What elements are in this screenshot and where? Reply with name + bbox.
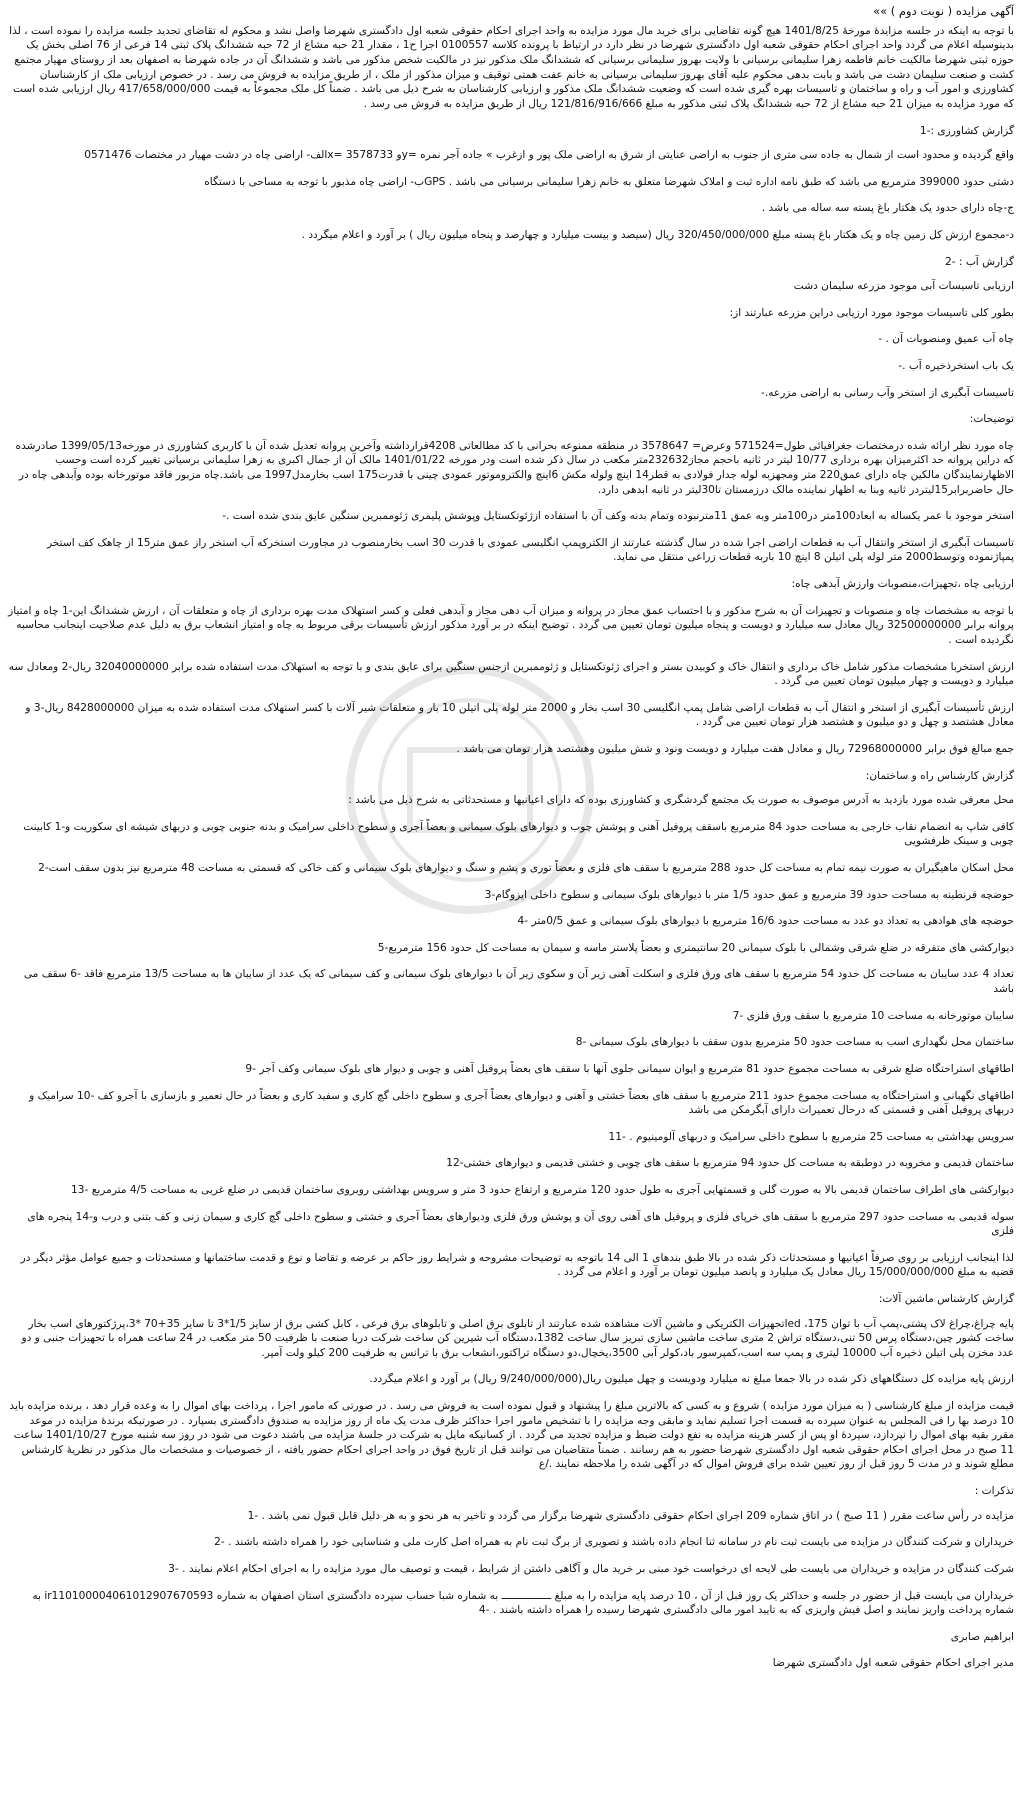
water-heading: گزارش آب : -2 [944,255,1014,268]
water-p14: جمع مبالغ فوق برابر 72968000000 ریال و معادل هفت میلیارد و دویست ونود و شش میلیون وهشتصد هزار تومان می باشد . [456,742,1014,755]
building-p13: ساختمان قدیمی و مخروبه در دوطبقه به مساحت کل حدود 94 مترمربع با سقف های چوبی و خشتی قدیمی و دیوارهای خشتی-12 [446,1157,1014,1170]
building-p11: اطاقهای نگهبانی و استراحتگاه به مساحت مجموع حدود 211 مترمربع با سقف های بعضاً خشتی و آهنی و دیوارهای بعضاً آجری و سطوح داخلی گچ کاری و سفید کاری و بعضاً در حال تعمیر و بازسازی با آجرو کف -10 سرامیک و دربهای پروفیل آهنی و قسمتی که درحال تعمیرات دارای آبگرمکن می باشد [29,1089,1014,1117]
water-p2: بطور کلی تاسیسات موجود مورد ارزیابی دراین مزرعه عبارتند از: [729,306,1014,319]
building-p16: لذا اینجانب ارزیابی بر روی صرفاً اعیانیها و مستحدثات ذکر شده در بالا طبق بندهای 1 الی 14 باتوجه به توضیحات مشروحه و شرایط روز حاکم بر عرضه و تقاضا و نوع و قدمت ساختمانها و مستحدثات و جمیع عوامل مؤثر دیگر در قضیه به مبلغ 15/000/000/000 ریال معادل یک میلیارد و پانصد میلیون تومان بر آورد و اعلام می گردد . [20,1251,1014,1279]
building-p8: سایبان موتورخانه به مساحت 10 مترمربع با سقف ورق فلزی -7 [732,1009,1014,1022]
water-p13: ارزش تأسیسات آبگیری از استخر و انتقال آب به قطعات اراضی شامل پمپ انگلیسی 30 اسب بخار و 2000 متر لوله پلی اتیلن 10 بار و متعلقات شیر آلات با کسر استهلاک مدت استفاده شده به میزان 8428000000 ریال-3 و معادل هشتصد و چهل و دو میلیون و هشتصد هزار تومان تعیین می گردد . [25,701,1014,729]
agriculture-p4: د-مجموع ارزش کل زمین چاه و یک هکتار باغ پسته مبلغ 320/450/000/000 ریال (سیصد و بیست میلیارد و چهارصد و پنجاه میلیون ریال ) بر آورد و اعلام میگردد . [301,228,1014,241]
water-p7: چاه مورد نظر ارائه شده درمختصات جغرافیائی طول=571524 وعرض= 3578647 در منطقه ممنوعه بحرانی با کد مطالعاتی 4208قرارداشته وآخرین پروانه تعدیل شده آن با کاربری کشاورزی در مورخه1399/05/13 صادرشده که دراین پروانه حد اکثرمیزان بهره برداری 10/77 لیتر در ثانیه باحجم مجاز232632متر مکعب در سال ذکر شده است ودر مورخه 1401/01/22 مالک آن از جمال اکبری به زهرا سلیمانی برسیانی تغییر کرده است وحسب الاظهارنمایندگان مالکین چاه دارای عمق220 متر ومجهزبه لوله جدار فولادی به قطر14 اینچ ولوله مکش 6اینچ والکتروموتور عمودی چینی با قدرت175 اسب بخارمدل1997 می باشد.چاه مزبور فاقد موتورخانه بوده وآبدهی چاه در حال حاضربرابر15لیتردر ثانیه وبنا به اظهار نماینده مالک درزمستان تا30لیتر در ثانیه ابدهی دارد. [15,439,1014,496]
note-item: شرکت کنندگان در مزایده و خریداران می بایست طی لایحه ای درخواست خود مبنی بر خرید مال و آگاهی داشتن از شرایط ، قیمت و توصیف مال مورد مزایده را به اجرای احکام اعلام نمایند . -3 [168,1562,1014,1575]
signature-block [8,1630,1014,1671]
building-p10: اطاقهای استراحتگاه ضلع شرقی به مساحت مجموع حدود 81 مترمربع و ایوان سیمانی جلوی آنها با سقف های بعضاً پروفیل آهنی و چوبی و دیوار های بلوک سیمانی وکف آجر -9 [245,1062,1014,1075]
notes-heading: تذکرات : [974,1485,1014,1498]
water-p8: استخر موجود با عمر یکساله به ابعاد100متر در100متر وبه عمق 11مترنبوده وتمام بدنه وکف آن با استفاده ازژئوتکستایل وپوشش پلیمری ژئوممبرین سنگین عایق بندی شده است .- [222,510,1014,523]
building-p14: دیوارکشی های اطراف ساختمان قدیمی بالا به صورت گلی و قسمتهایی آجری به طول حدود 120 مترمربع و ارتفاع حدود 3 متر و سرویس بهداشتی روبروی ساختمان قدیمی در ضلع غربی به مساحت 4/5 مترمربع -13 [71,1183,1014,1196]
agriculture-p1: واقع گردیده و محدود است از شمال به جاده سی متری از جنوب به اراضی عنایتی از شرق به اراضی ملک پور و ازغرب » جاده آجر نمره =yو 3578733 =xالف- اراضی چاه در دشت مهیار در مختصات 0571476 [84,149,1014,162]
machinery-p2: ارزش پایه مزایده کل دستگاههای ذکر شده در بالا جمعا مبلغ نه میلیارد ودویست و چهل میلیون ریال(9/240/000/000 ریال) بر آورد و اعلام میگردد. [369,1373,1014,1386]
water-p6: توضیحات: [969,413,1014,426]
notes-section [8,1484,1014,1618]
machinery-p1: پایه چراغ،چراغ لاک پشتی،پمپ آب با توان 175، ledتجهیزات الکتریکی و ماشین آلات مشاهده شده عبارتند از تابلوی برق اصلی و تابلوهای برق فرعی ، کابل کشی برق از سایز 1/5*3 تا سایز 35+70 *3،پرژکتورهای اسب بخار ساخت کشور چین،دستگاه پرس 50 تنی،دستگاه تراش 2 متری ساخت ماشین سازی تبریز سال ساخت 1382،دستگاه آب شیرین کن ساخت شرکت دریا صنعت با ظرفیت 50 متر مکعب در 24 ساعت همراه با تجهیزات جنبی و دو عدد مخزن پلی اتیلن ذخیره آب 10000 لیتری و پمپ سه اسب،کمپرسور باد،کولر آبی 3500،یخچال،دو دستگاه تراکتور،انشعاب برق با ترانس به ظرفیت 200 کیلو ولت آمپر. [21,1317,1014,1359]
agriculture-heading: گزارش کشاورزی :-1 [919,124,1014,137]
building-report [8,769,1014,1280]
building-p9: ساختمان محل نگهداری اسب به مساحت حدود 50 مترمربع بدون سقف با دیوارهای بلوک سیمانی -8 [575,1036,1014,1049]
signatory-title: مدیر اجرای احکام حقوقی شعبه اول دادگستری شهرضا [772,1657,1014,1670]
water-p3: چاه آب عمیق ومنصوبات آن . - [878,333,1014,346]
signatory-name: ابراهیم صابری [950,1630,1014,1643]
building-p2: کافی شاپ به انضمام نقاب خارجی به مساحت حدود 84 مترمربع باسقف پروفیل آهنی و پوشش چوب و دیوارهای بلوک سیمانی و بعضاً آجری و سطوح داخلی سرامیک و بدنه جنوبی چوبی و دربهای شیشه ای سکوریت و-1 کابینت چوبی و سینک ظرفشویی [23,820,1014,848]
building-p1: محل معرفی شده مورد بازدید به آدرس موصوف به صورت یک مجتمع گردشگری و کشاورزی بوده که دارای اعیانیها و مستحدثاتی به شرح ذیل می باشد : [348,794,1014,807]
water-p1: ارزیابی تاسیسات آبی موجود مزرعه سلیمان دشت [793,280,1014,293]
building-p4: حوضچه قرنطینه به مساحت حدود 39 مترمربع و عمق حدود 1/5 متر با دیوارهای بلوک سیمانی و سطوح داخلی ایزوگام-3 [484,888,1014,901]
auction-notice [8,4,1014,1804]
machinery-heading: گزارش کارشناس ماشین آلات: [878,1292,1014,1305]
water-report [8,255,1014,757]
building-p15: سوله قدیمی به مساحت حدود 297 مترمربع با سقف های خرپای فلزی و پروفیل های آهنی روی آن و پوشش ورق فلزی ودیوارهای بعضاً آجری و خشتی و سطوح داخلی گچ کاری و سیمان زنی و کف بتنی و درب و-14 پنجره های فلزی [27,1210,1014,1238]
building-heading: گزارش کارشناس راه و ساختمان: [865,769,1014,782]
note-item: مزایده در رأس ساعت مقرر ( 11 صبح ) در اتاق شماره 209 اجرای احکام حقوقی دادگستری شهرضا برگزار می گردد و تاخیر به هر نحو و به هر دلیل قابل قبول نمی باشد . -1 [247,1509,1014,1522]
water-p5: تاسیسات آبگیری از استخر وآب رسانی به اراضی مزرعه.- [761,386,1014,399]
agriculture-report [8,124,1014,243]
note-item: خریداران و شرکت کنندگان در مزایده می بایست ثبت نام در سامانه ثنا انجام داده باشند و تصویری از برگ ثبت نام به همراه اصل کارت ملی و شناسایی خود را همراه داشته باشند . -2 [214,1536,1014,1549]
intro-paragraph: با توجه به اینکه در جلسه مزایدهٔ مورخهٔ 1401/8/25 هیچ گونه تقاضایی برای خرید مال مورد مزایده به واحد اجرای احکام حقوقی شعبه اول دادگستری شهرضا واصل نشد و محکوم له تقاضای تجدید جلسه مزایده را نموده است ، لذا بدینوسیله اعلام می گردد واحد اجرای احکام حقوقی شعبه اول دادگستری شهرضا در نظر دارد در ارتباط با پرونده کلاسه 0100557 اجرا ح1 ، مقدار 21 حبه مشاع از 72 حبه ششدانگ پلاک ثبتی 14 فرعی از 76 اصلی بخش یک حوزه ثبتی شهرضا مالکیت خانم فاطمه زهرا سلیمانی برسیانی با ولایت بهروز سلیمانی برسیانی که ششدانگ ملک مذکور نیز در مالکیت شخص مذکور می باشد و ششدانگ آن در جاده شهرضا به اصفهان بعد از روستای مهیار مجتمع کشت و صنعت سلیمان دشت می باشد و بابت بدهی محکوم علیه آقای بهروز سلیمانی برسیانی به خانم عفت همتی توقیف و میزان مذکور از ملک ، از طریق مزایده به فروش می رسد . در خصوص ارزیابی ملک از کارشناسان کشاورزی و امور آب و راه و ساختمان و تاسیسات بهره گیری شده است که وضعیت ششدانگ ملک مذکور و ارزیابی کارشناسان به شرح ذیل می باشد . ضمناً کل ملک مجموعاً به قیمت 417/658/000/000 ریال ارزیابی شده است که مورد مزایده به میزان 21 حبه مشاع از 72 حبه ششدانگ پلاک ثبتی مذکور به مبلغ 121/816/916/666 ریال از طریق مزایده به فروش می رسد . [9,24,1014,110]
water-p11: با توجه به مشخصات چاه و منصوبات و تجهیزات آن به شرح مذکور و با احتساب عمق مجاز در پروانه و میزان آب دهی مجاز و آبدهی فعلی و کسر استهلاک مدت بهره برداری از چاه و متعلقات آن ، ارزش ششدانگ این-1 چاه و امتیاز پروانه برابر 32500000000 ریال معادل سه میلیارد و دویست و پنجاه میلیون تومان تعیین می گردد . توضیح اینکه در بر آورد مذکور ارزش تأسیسات برقی مربوط به چاه و امتیاز انشعاب برق به دلیل عدم صلاحیت اینجانب محاسبه نگردیده است . [8,604,1014,646]
building-p6: دیوارکشی های متفرقه در ضلع شرقی وشمالی با بلوک سیمانی 20 سانتیمتری و بعضاً پلاستر ماسه و سیمان به مساحت کل حدود 156 مترمربع-5 [377,941,1014,954]
water-p12: ارزش استخربا مشخصات مذکور شامل خاک برداری و انتقال خاک و کوبیدن بستر و اجرای ژئوتکستایل و ژئوممبرین ازجنس سنگین برای عایق بندی و با توجه به استهلاک مدت استفاده شده برابر 32040000000 ریال-2 ومعادل سه میلیارد و دویست و چهار میلیون تومان تعیین می گردد . [8,660,1014,688]
notice-title: آگهی مزایده ( نوبت دوم ) »» [873,4,1014,18]
auction-terms: قیمت مزایده از مبلغ کارشناسی ( به میزان مورد مزایده ) شروع و به کسی که بالاترین مبلغ را پیشنهاد و قبول نموده است به فروش می رسد . در صورتی که مامور اجرا ، پرداخت بهای اموال را به وعده قرار دهد ، برنده مزایده باید 10 درصد بها را فی المجلس به عنوان سپرده به قسمت اجرا تسلیم نماید و مابقی وجه مزایده را با تشخیص مامور اجرا حداکثر ظرف مدت یک ماه از روز مزایده به صندوق دادگستری بسپارد . در صورتیکه برندهٔ مزایده در موعد مقرر بقیه بهای اموال را نپردازد، سپردهٔ او پس از کسر هزینه مزایده به نفع دولت ضبط و مزایده تجدید می گردد . از کسانیکه مایل به شرکت در جلسهٔ مزایده می باشند دعوت می شود در روز سه شنبه مورخ 1401/10/27 ساعت 11 صبح در محل اجرای احکام حقوقی شعبه اول دادگستری شهرضا حضور به هم رسانند . ضمناً متقاضیان می توانند قبل از تاریخ فوق در واحد اجرای احکام حضور یافته ، از خصوصیات و مشخصات مال مذکور در نظریهٔ کارشناس مطلع شوند و در مدت 5 روز قبل از روز تعیین شده برای فروش اموال که در آگهی شده را ملاحظه نمایند ./ع [9,1400,1014,1471]
building-p12: سرویس بهداشتی به مساحت 25 مترمربع با سطوح داخلی سرامیک و دربهای آلومینیوم . -11 [608,1130,1014,1143]
agriculture-p2: دشتی حدود 399000 مترمربع می باشد که طبق نامه اداره ثبت و املاک شهرضا متعلق به خانم زهرا سلیمانی برسیانی می باشد . GPSب- اراضی چاه مذبور با توجه به مساحی با دستگاه [204,175,1014,188]
note-item: خریداران می بایست قبل از حضور در جلسه و حداکثر یک روز قبل از آن ، 10 درصد پایه مزایده را به مبلغ ــــــــــــــــ به شماره شبا حساب سپرده دادگستری استان اصفهان به شماره ir110100004061012907670593 به شماره پرداخت واریز نمایند و اصل فیش واریزی که به تایید امور مالی دادگستری شهرضا رسیده را همراه داشته باشند . -4 [32,1589,1014,1617]
agriculture-p3: ج-چاه دارای حدود یک هکتار باغ پسته سه ساله می باشد . [761,202,1014,215]
building-p3: محل اسکان ماهیگیران به صورت نیمه تمام به مساحت کل حدود 288 مترمربع با سقف های فلزی و بعضاً توری و پشم و سنگ و دیوارهای بلوک سیمانی و کف خاکی که قسمتی به مساحت 48 مترمربع نیز بدون سقف است-2 [38,862,1014,875]
water-p4: یک باب استخرذخیره آب .- [898,360,1014,372]
machinery-report [8,1292,1014,1387]
water-p9: تاسیسات آبگیری از استخر وانتقال آب به قطعات اراضی اجرا شده در سال گذشته عبارتند از الکتروپمپ انگلیسی عمودی با قدرت 30 اسب بخارمنصوب در مجاورت استخرکه آب استخر راز عمق متر15 از چاهک کف استخر پمپاژنموده وتوسط2000 متر لوله پلی اتیلن 8 اینچ 10 باربه قطعات زراعی منتقل می نماید. [46,536,1014,564]
water-p10: ارزیابی چاه ،تجهیزات،منصوبات وارزش آبدهی چاه: [791,578,1014,591]
building-p7: تعداد 4 عدد سایبان به مساحت کل حدود 54 مترمربع با سقف های ورق فلزی و اسکلت آهنی زیر آن و سکوی زیر آن با دیوارهای بلوک سیمانی و کف سیمانی که یک عدد از سایبان ها به مساحت 13/5 مترمربع فاقد -6 سقف می باشد [23,968,1014,996]
building-p5: حوضچه های هوادهی به تعداد دو عدد به مساحت حدود 16/6 مترمربع با دیوارهای بلوک سیمانی و عمق 0/5متر -4 [517,915,1014,928]
